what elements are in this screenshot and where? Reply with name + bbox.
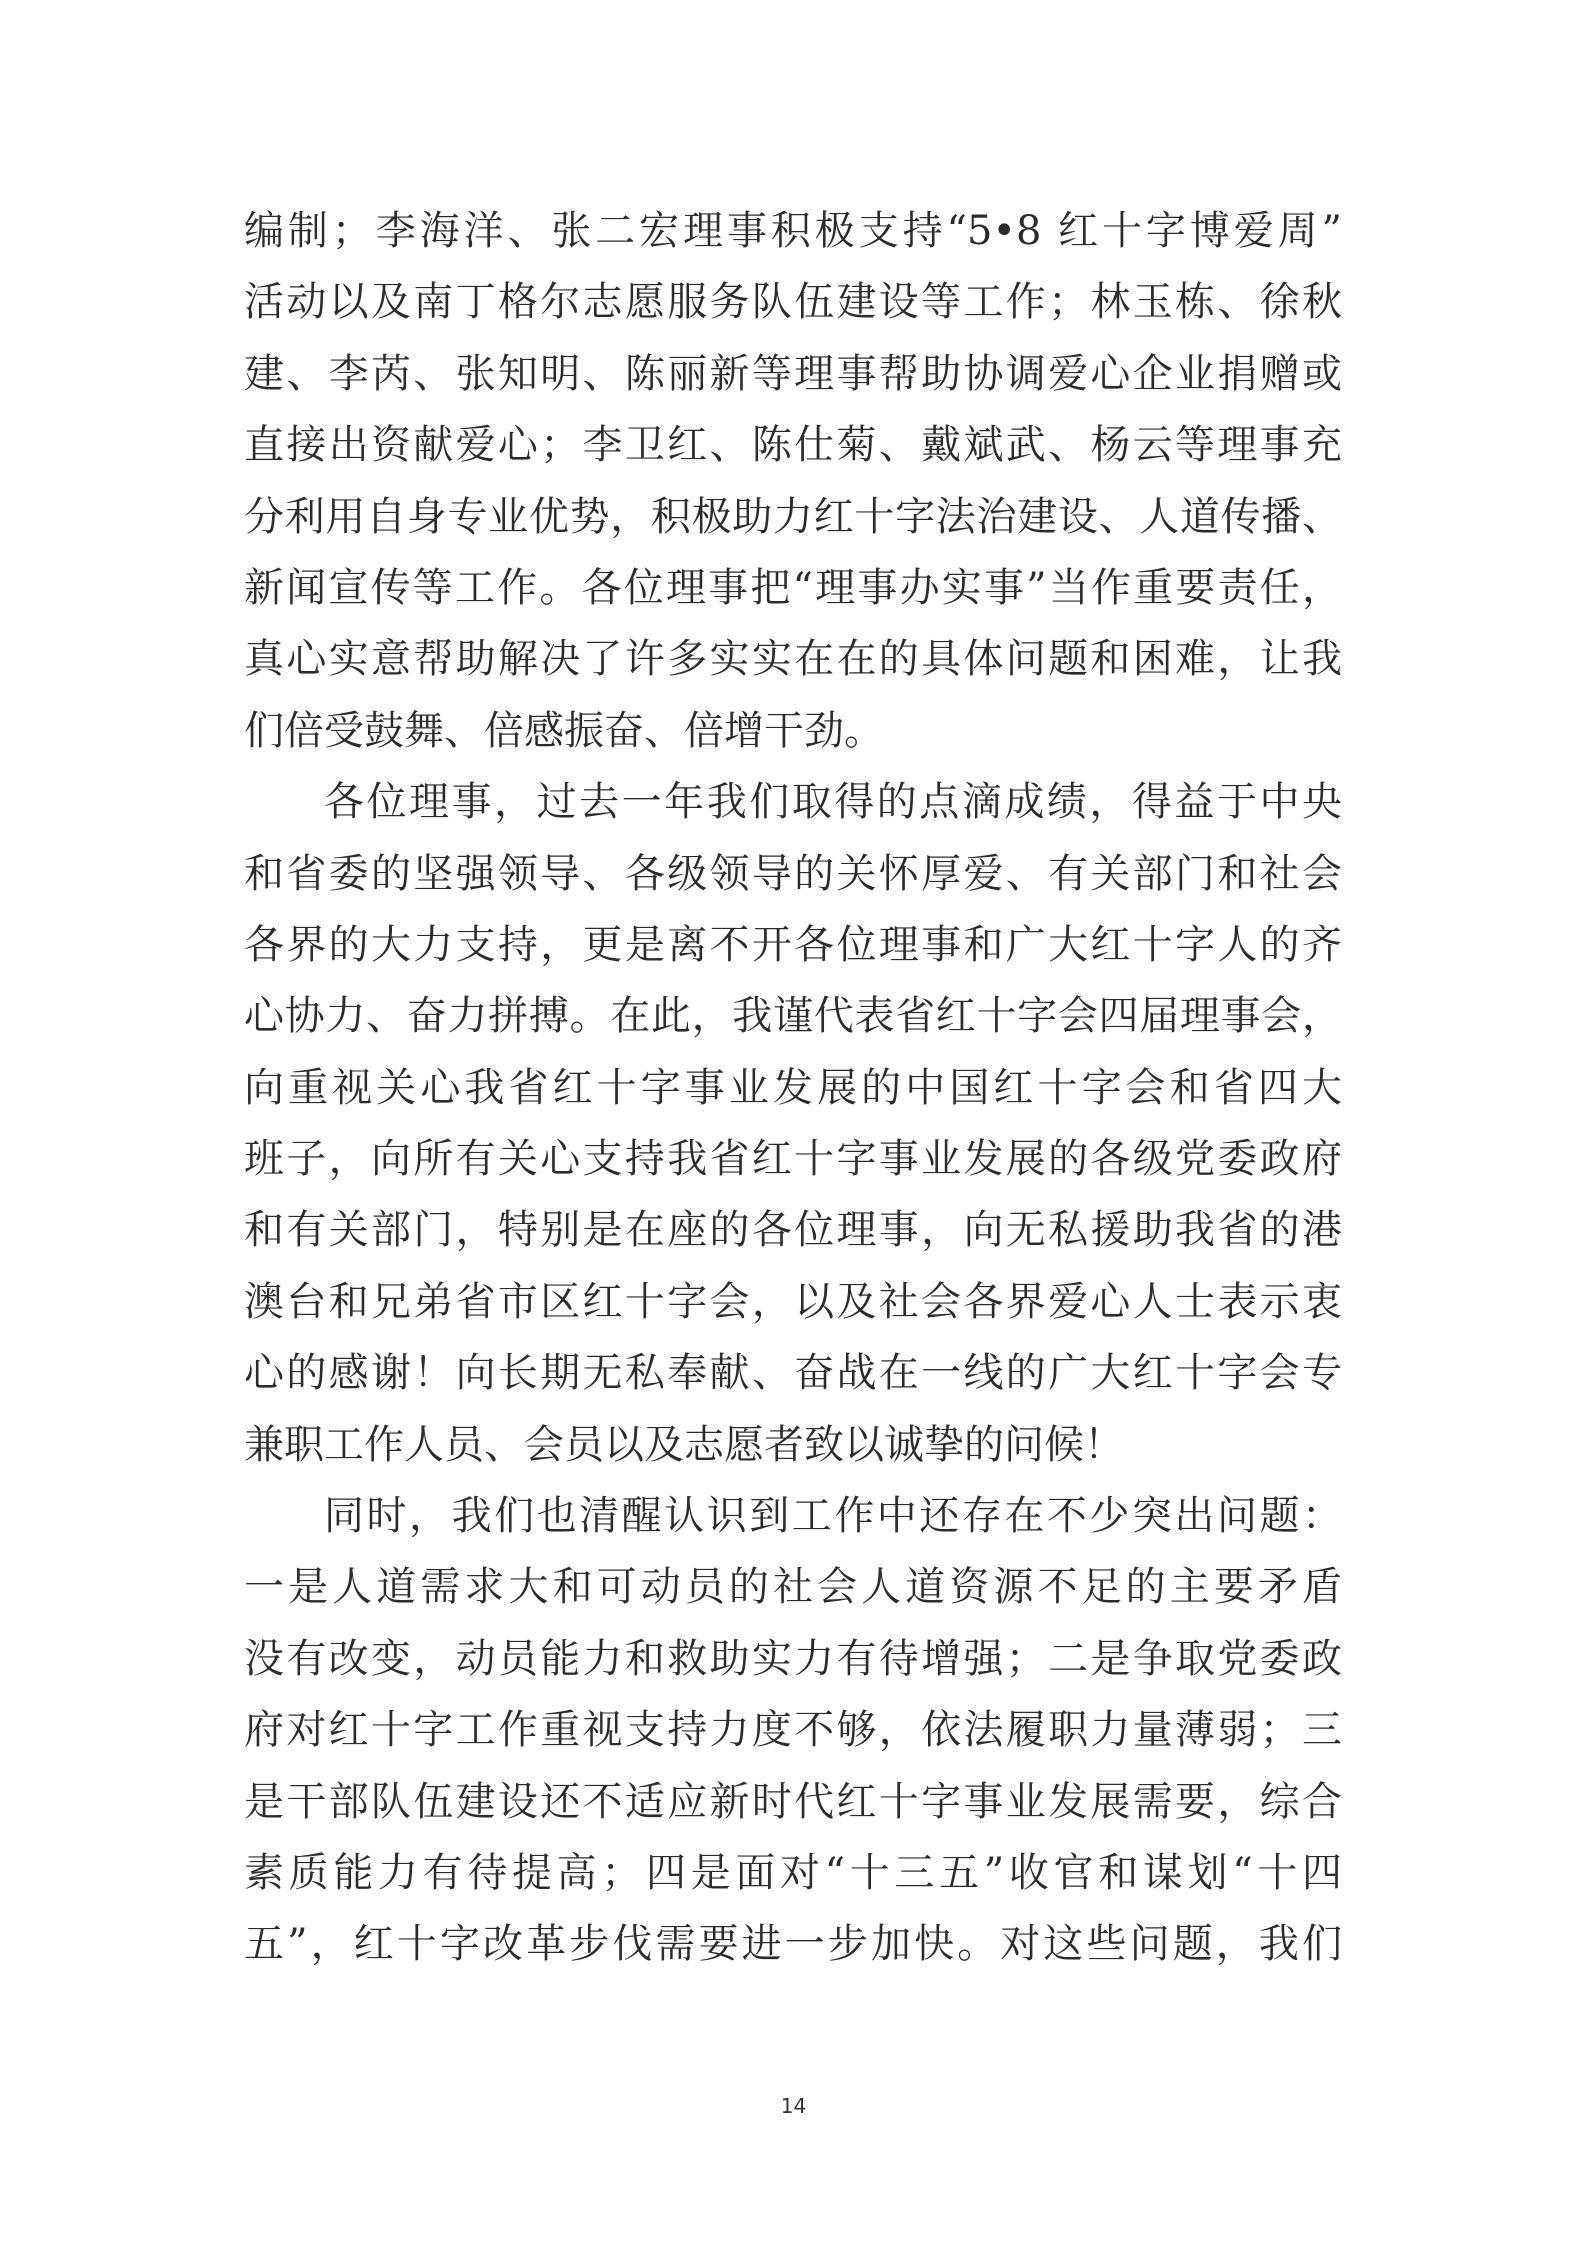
text-line: 班子，向所有关心支持我省红十字事业发展的各级党委政府 <box>244 1136 1342 1183</box>
text-line: 五”，红十字改革步伐需要进一步加快。对这些问题，我们 <box>244 1921 1342 1968</box>
text-line: 心协力、奋力拼搏。在此，我谨代表省红十字会四届理事会， <box>244 993 1342 1040</box>
text-line: 真心实意帮助解决了许多实实在在的具体问题和困难，让我 <box>244 636 1342 683</box>
text-line: 一是人道需求大和可动员的社会人道资源不足的主要矛盾 <box>244 1564 1342 1611</box>
text-line: 同时，我们也清醒认识到工作中还存在不少突出问题： <box>324 1493 1342 1540</box>
text-line: 向重视关心我省红十字事业发展的中国红十字会和省四大 <box>244 1064 1342 1111</box>
body-text <box>244 196 1342 1981</box>
text-line: 和省委的坚强领导、各级领导的关怀厚爱、有关部门和社会 <box>244 850 1342 897</box>
page-number: 14 <box>780 2094 807 2118</box>
text-line: 素质能力有待提高；四是面对“十三五”收官和谋划“十四 <box>244 1849 1342 1896</box>
text-line: 各界的大力支持，更是离不开各位理事和广大红十字人的齐 <box>244 921 1342 968</box>
text-line: 分利用自身专业优势，积极助力红十字法治建设、人道传播、 <box>244 493 1342 540</box>
text-line: 建、李芮、张知明、陈丽新等理事帮助协调爱心企业捐赠或 <box>244 350 1342 397</box>
text-line: 和有关部门，特别是在座的各位理事，向无私援助我省的港 <box>244 1207 1342 1254</box>
text-line: 直接出资献爱心；李卫红、陈仕菊、戴斌武、杨云等理事充 <box>244 422 1342 469</box>
text-line: 府对红十字工作重视支持力度不够，依法履职力量薄弱；三 <box>244 1707 1342 1754</box>
text-line: 新闻宣传等工作。各位理事把“理事办实事”当作重要责任， <box>244 564 1342 611</box>
text-line: 活动以及南丁格尔志愿服务队伍建设等工作；林玉栋、徐秋 <box>244 279 1342 326</box>
text-line: 编制；李海洋、张二宏理事积极支持“5•8 红十字博爱周” <box>244 208 1342 254</box>
text-line: 兼职工作人员、会员以及志愿者致以诚挚的问候！ <box>244 1421 1124 1468</box>
text-line: 没有改变，动员能力和救助实力有待增强；二是争取党委政 <box>244 1635 1342 1682</box>
text-line: 各位理事，过去一年我们取得的点滴成绩，得益于中央 <box>324 779 1342 826</box>
text-line: 心的感谢！向长期无私奉献、奋战在一线的广大红十字会专 <box>244 1350 1342 1397</box>
text-line: 是干部队伍建设还不适应新时代红十字事业发展需要，综合 <box>244 1778 1342 1825</box>
text-line: 澳台和兄弟省市区红十字会，以及社会各界爱心人士表示衷 <box>244 1278 1342 1325</box>
text-line: 们倍受鼓舞、倍感振奋、倍增干劲。 <box>244 707 884 754</box>
